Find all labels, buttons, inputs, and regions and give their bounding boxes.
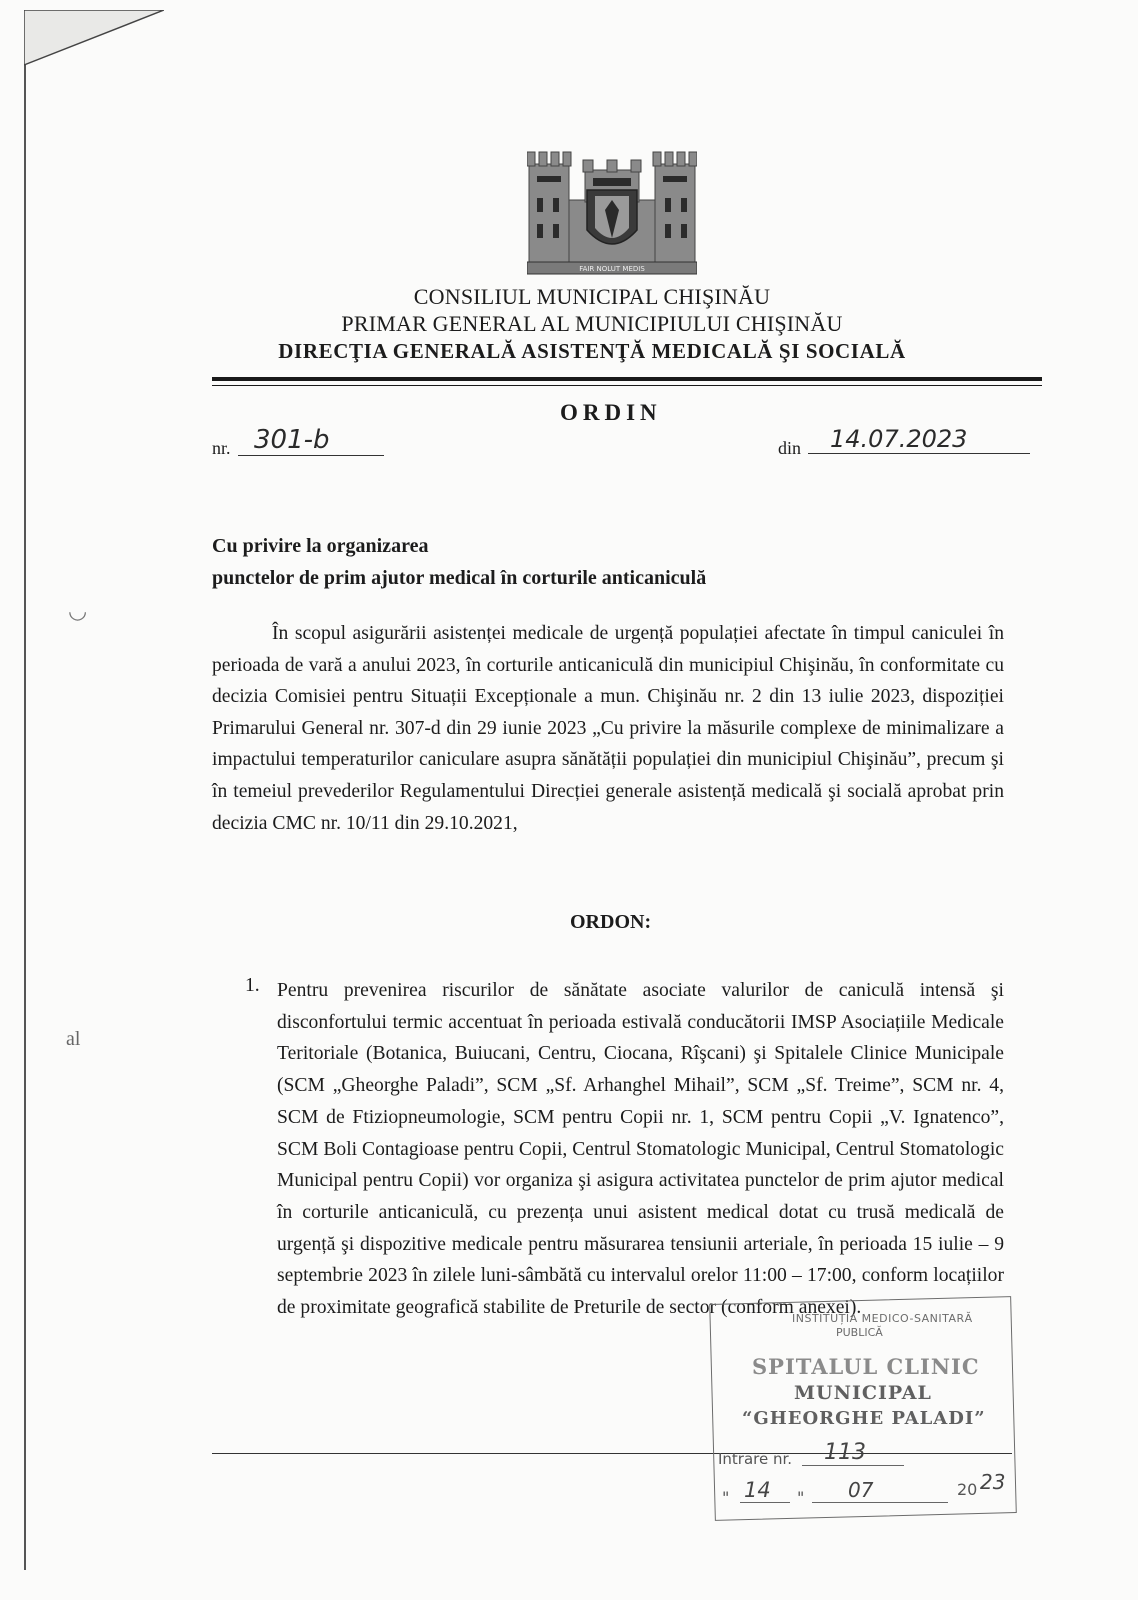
order-number-label: nr. [212,438,231,458]
margin-check-mark: ◡ [68,598,88,623]
header-line-directorate: DIRECŢIA GENERALĂ ASISTENŢĂ MEDICALĂ ŞI SOCIALĂ [278,339,906,363]
preamble-paragraph: În scopul asigurării asistenței medicale de urgență populației afectate în timpul caniculei în perioada de vară a anului 2023, în corturile anticaniculă din municipiul Chişinău, în conformitate cu decizia Comisiei pentru Situații Excepționale a mun. Chişinău nr. 2 din 13 iulie 2023, dispoziției Primarului General nr. 307-d din 29 iunie 2023 „Cu privire la măsurile complexe de minimalizare a impactului temperaturilor caniculare asupra sănătății populației din municipiul Chişinău”, precum şi în temeiul prevederilor Regulamentului Direcției generale asistență medicală şi socială aprobat prin decizia CMC nr. 10/11 din 29.10.2021, [212,623,1004,834]
stamp-line-public: PUBLICĂ [836,1326,883,1339]
institution-header [212,283,972,365]
item-text: Pentru prevenirea riscurilor de sănătate asociate valurilor de caniculă intensă şi disconfortului termic accentuat în perioada estivală conducătorii IMSP Asociațiile Medicale Teritoriale (Botanica, Buiucani, Centru, Ciocana, Rîşcani) şi Spitalele Clinice Municipale (SCM „Gheorghe Paladi”, SCM „Sf. Arhanghel Mihail”, SCM „Sf. Treime”, SCM nr. 4, SCM de Ftiziopneumologie, SCM pentru Copii nr. 1, SCM pentru Copii „V. Ignatenco”, SCM Boli Contagioase pentru Copii, Centrul Stomatologic Municipal, Centrul Stomatologic Municipal pentru Copii) vor organiza şi asigura activitatea punctelor de prim ajutor medical în corturile anticaniculă, cu prezența unui asistent medical dotat cu trusă medicală de urgență şi dispozitive medicale pentru măsurarea tensiunii arteriale, în perioada 15 iulie – 9 septembrie 2023 în zilele luni-sâmbătă cu intervalul orelor 11:00 – 17:00, conform locațiilor de proximitate geografică stabilite de Preturile de sector (conform anexei). [277,980,1004,1319]
subject-line-2: punctelor de prim ajutor medical în corturile anticaniculă [212,567,707,589]
order-subject [212,530,706,594]
ordon-heading: ORDON: [570,911,652,933]
stamp-line-institution: INSTITUȚIA MEDICO-SANITARĂ [792,1312,973,1325]
stamp-line-hospital: SPITALUL CLINIC [752,1354,980,1379]
stamp-month: 07 [812,1478,948,1503]
header-divider-thin [212,385,1042,386]
stamp-line-name: “GHEORGHE PALADI” [742,1408,986,1429]
registration-stamp: INSTITUȚIA MEDICO-SANITARĂ PUBLICĂ SPITALUL CLINIC MUNICIPAL “GHEORGHE PALADI” Intrare nr. 113 " 14 " 07 20 23 [712,1300,1017,1518]
order-date-handwritten: 14.07.2023 [808,425,1030,454]
stamp-line-municipal: MUNICIPAL [794,1382,932,1404]
stamp-intrare-label: Intrare nr. [718,1450,793,1468]
coat-of-arms-emblem [527,150,697,278]
margin-handwritten-mark: al [66,1028,81,1050]
stamp-day: 14 [740,1478,790,1503]
order-number-handwritten: 301-b [238,425,384,456]
item-number: 1. [245,975,260,996]
header-line-council: CONSILIUL MUNICIPAL CHIŞINĂU [413,284,771,309]
page-edge [24,10,26,1570]
folded-corner [24,10,164,80]
order-date-label: din [778,438,802,458]
stamp-intrare-number: 113 [802,1440,904,1466]
subject-line-1: Cu privire la organizarea [212,535,429,557]
stamp-year-prefix: 20 [957,1480,978,1499]
document-type-title: ORDIN [560,400,662,425]
stamp-year-suffix: 23 [980,1470,1006,1494]
header-line-mayor: PRIMAR GENERAL AL MUNICIPIULUI CHIŞINĂU [341,311,843,336]
coat-motto: FAIR NOLUT MEDIS [579,265,645,273]
header-divider-thick [212,377,1042,381]
